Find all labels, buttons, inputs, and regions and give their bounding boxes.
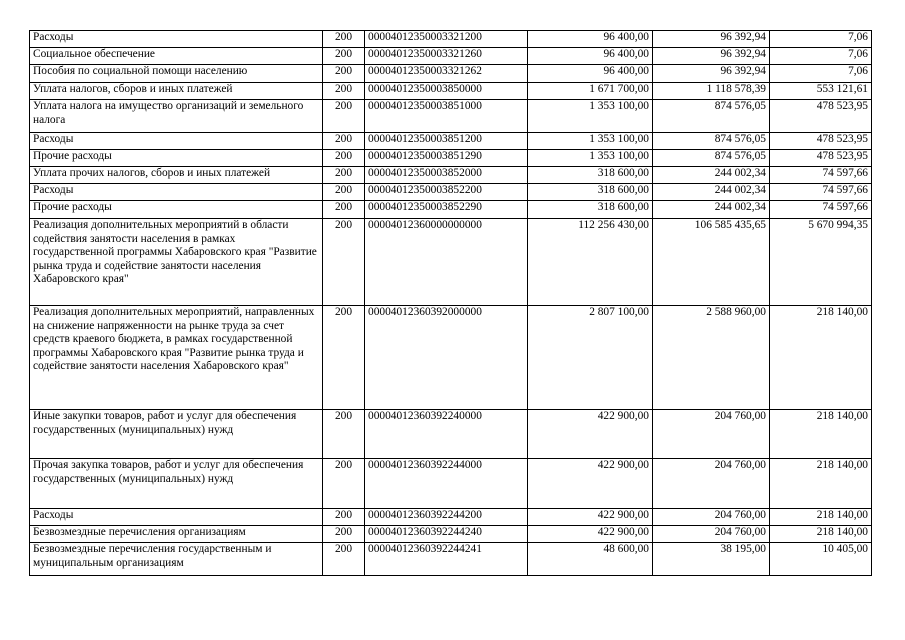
unexecuted-amount-cell: 218 140,00 <box>770 459 872 509</box>
table-row <box>30 526 872 543</box>
item-name-cell: Прочие расходы <box>30 201 323 219</box>
classification-code-cell: 00004012350003851000 <box>365 100 528 133</box>
classification-code-cell: 00004012350003321262 <box>365 65 528 83</box>
classification-code-cell: 00004012350003852200 <box>365 184 528 201</box>
line-code-cell: 200 <box>323 219 365 306</box>
unexecuted-amount-cell: 478 523,95 <box>770 133 872 150</box>
classification-code-cell: 00004012350003851200 <box>365 133 528 150</box>
item-name-cell: Иные закупки товаров, работ и услуг для обеспечения государственных (муниципальных) нужд <box>30 410 323 459</box>
executed-amount-cell: 244 002,34 <box>653 184 770 201</box>
table-row <box>30 150 872 167</box>
classification-code-cell: 00004012350003852290 <box>365 201 528 219</box>
approved-amount-cell: 96 400,00 <box>528 65 653 83</box>
classification-code-cell: 00004012360392244241 <box>365 543 528 576</box>
line-code-cell: 200 <box>323 201 365 219</box>
table-row <box>30 184 872 201</box>
item-name-cell: Расходы <box>30 31 323 48</box>
item-name-cell: Прочие расходы <box>30 150 323 167</box>
item-name-cell: Расходы <box>30 509 323 526</box>
item-name-cell: Реализация дополнительных мероприятий в области содействия занятости населения в рамках государственной программы Хабаровского края "Развитие рынка труда и содействие занятости населения Хабаровского края" <box>30 219 323 306</box>
table-row <box>30 201 872 219</box>
approved-amount-cell: 96 400,00 <box>528 48 653 65</box>
line-code-cell: 200 <box>323 543 365 576</box>
line-code-cell: 200 <box>323 31 365 48</box>
unexecuted-amount-cell: 74 597,66 <box>770 184 872 201</box>
unexecuted-amount-cell: 7,06 <box>770 31 872 48</box>
executed-amount-cell: 204 760,00 <box>653 526 770 543</box>
table-row <box>30 306 872 410</box>
approved-amount-cell: 1 353 100,00 <box>528 100 653 133</box>
executed-amount-cell: 106 585 435,65 <box>653 219 770 306</box>
table-row <box>30 100 872 133</box>
item-name-cell: Расходы <box>30 184 323 201</box>
line-code-cell: 200 <box>323 100 365 133</box>
line-code-cell: 200 <box>323 306 365 410</box>
classification-code-cell: 00004012360000000000 <box>365 219 528 306</box>
table-row <box>30 543 872 576</box>
executed-amount-cell: 204 760,00 <box>653 459 770 509</box>
table-row <box>30 65 872 83</box>
executed-amount-cell: 2 588 960,00 <box>653 306 770 410</box>
table-row <box>30 48 872 65</box>
executed-amount-cell: 874 576,05 <box>653 133 770 150</box>
approved-amount-cell: 318 600,00 <box>528 184 653 201</box>
item-name-cell: Безвозмездные перечисления организациям <box>30 526 323 543</box>
line-code-cell: 200 <box>323 410 365 459</box>
item-name-cell: Прочая закупка товаров, работ и услуг для обеспечения государственных (муниципальных) нужд <box>30 459 323 509</box>
line-code-cell: 200 <box>323 459 365 509</box>
unexecuted-amount-cell: 7,06 <box>770 48 872 65</box>
approved-amount-cell: 1 353 100,00 <box>528 133 653 150</box>
line-code-cell: 200 <box>323 509 365 526</box>
executed-amount-cell: 244 002,34 <box>653 167 770 184</box>
classification-code-cell: 00004012350003850000 <box>365 83 528 100</box>
executed-amount-cell: 244 002,34 <box>653 201 770 219</box>
unexecuted-amount-cell: 218 140,00 <box>770 509 872 526</box>
table-row <box>30 509 872 526</box>
unexecuted-amount-cell: 478 523,95 <box>770 150 872 167</box>
table-row <box>30 167 872 184</box>
table-row <box>30 219 872 306</box>
unexecuted-amount-cell: 218 140,00 <box>770 410 872 459</box>
executed-amount-cell: 96 392,94 <box>653 48 770 65</box>
line-code-cell: 200 <box>323 65 365 83</box>
approved-amount-cell: 1 353 100,00 <box>528 150 653 167</box>
executed-amount-cell: 1 118 578,39 <box>653 83 770 100</box>
line-code-cell: 200 <box>323 184 365 201</box>
item-name-cell: Уплата налогов, сборов и иных платежей <box>30 83 323 100</box>
executed-amount-cell: 96 392,94 <box>653 31 770 48</box>
item-name-cell: Уплата прочих налогов, сборов и иных платежей <box>30 167 323 184</box>
executed-amount-cell: 204 760,00 <box>653 410 770 459</box>
table-row <box>30 459 872 509</box>
approved-amount-cell: 48 600,00 <box>528 543 653 576</box>
classification-code-cell: 00004012360392244240 <box>365 526 528 543</box>
budget-execution-table <box>29 30 872 576</box>
table-row <box>30 83 872 100</box>
classification-code-cell: 00004012350003321260 <box>365 48 528 65</box>
classification-code-cell: 00004012360392244200 <box>365 509 528 526</box>
unexecuted-amount-cell: 5 670 994,35 <box>770 219 872 306</box>
line-code-cell: 200 <box>323 167 365 184</box>
line-code-cell: 200 <box>323 150 365 167</box>
table-row <box>30 410 872 459</box>
approved-amount-cell: 422 900,00 <box>528 526 653 543</box>
approved-amount-cell: 318 600,00 <box>528 167 653 184</box>
table-row <box>30 133 872 150</box>
approved-amount-cell: 318 600,00 <box>528 201 653 219</box>
executed-amount-cell: 874 576,05 <box>653 100 770 133</box>
approved-amount-cell: 422 900,00 <box>528 410 653 459</box>
table-body <box>30 31 872 576</box>
item-name-cell: Социальное обеспечение <box>30 48 323 65</box>
unexecuted-amount-cell: 553 121,61 <box>770 83 872 100</box>
unexecuted-amount-cell: 478 523,95 <box>770 100 872 133</box>
approved-amount-cell: 112 256 430,00 <box>528 219 653 306</box>
unexecuted-amount-cell: 7,06 <box>770 65 872 83</box>
table-row <box>30 31 872 48</box>
approved-amount-cell: 2 807 100,00 <box>528 306 653 410</box>
classification-code-cell: 00004012360392000000 <box>365 306 528 410</box>
unexecuted-amount-cell: 218 140,00 <box>770 526 872 543</box>
unexecuted-amount-cell: 10 405,00 <box>770 543 872 576</box>
item-name-cell: Пособия по социальной помощи населению <box>30 65 323 83</box>
line-code-cell: 200 <box>323 83 365 100</box>
approved-amount-cell: 96 400,00 <box>528 31 653 48</box>
item-name-cell: Расходы <box>30 133 323 150</box>
unexecuted-amount-cell: 74 597,66 <box>770 201 872 219</box>
approved-amount-cell: 1 671 700,00 <box>528 83 653 100</box>
item-name-cell: Уплата налога на имущество организаций и земельного налога <box>30 100 323 133</box>
classification-code-cell: 00004012350003851290 <box>365 150 528 167</box>
line-code-cell: 200 <box>323 133 365 150</box>
approved-amount-cell: 422 900,00 <box>528 459 653 509</box>
executed-amount-cell: 204 760,00 <box>653 509 770 526</box>
item-name-cell: Реализация дополнительных мероприятий, направленных на снижение напряженности на рынке труда за счет средств краевого бюджета, в рамках государственной программы Хабаровского края "Развитие рынка труда и содействие занятости населения Хабаровского края" <box>30 306 323 410</box>
line-code-cell: 200 <box>323 526 365 543</box>
approved-amount-cell: 422 900,00 <box>528 509 653 526</box>
classification-code-cell: 00004012350003852000 <box>365 167 528 184</box>
classification-code-cell: 00004012360392244000 <box>365 459 528 509</box>
classification-code-cell: 00004012360392240000 <box>365 410 528 459</box>
classification-code-cell: 00004012350003321200 <box>365 31 528 48</box>
executed-amount-cell: 874 576,05 <box>653 150 770 167</box>
unexecuted-amount-cell: 218 140,00 <box>770 306 872 410</box>
unexecuted-amount-cell: 74 597,66 <box>770 167 872 184</box>
item-name-cell: Безвозмездные перечисления государственным и муниципальным организациям <box>30 543 323 576</box>
executed-amount-cell: 96 392,94 <box>653 65 770 83</box>
executed-amount-cell: 38 195,00 <box>653 543 770 576</box>
line-code-cell: 200 <box>323 48 365 65</box>
